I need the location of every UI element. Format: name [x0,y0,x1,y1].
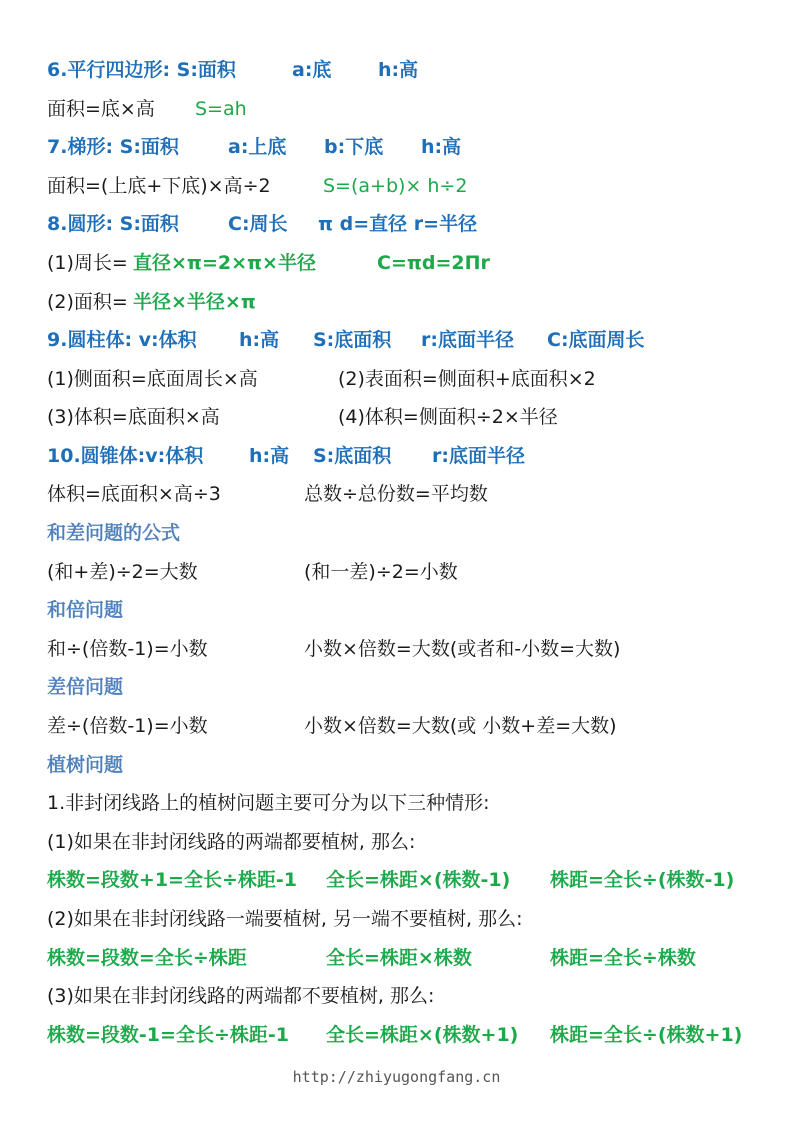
heading-text: 7.梯形: S:面积 [47,136,179,158]
formula-green: 直径×π=2×π×半径 [133,252,316,274]
paragraph-text: (1)如果在非封闭线路的两端都要植树, 那么: [47,831,416,853]
formula-green: S=(a+b)× h÷2 [323,175,468,197]
formula-text: (2)表面积=侧面积+底面积×2 [338,368,596,390]
heading-text: h:高 [421,136,462,158]
formula-text: 总数÷总份数=平均数 [304,483,488,505]
formula-green: 株距=全长÷(株数-1) [550,869,735,891]
heading-text: 8.圆形: S:面积 [47,213,179,235]
formula-text: 小数×倍数=大数(或者和-小数=大数) [304,638,621,660]
formula-text: 小数×倍数=大数(或 小数+差=大数) [304,715,617,737]
section-title: 和倍问题 [47,599,124,621]
formula-green: 株数=段数+1=全长÷株距-1 [47,869,298,891]
formula-text: 和÷(倍数-1)=小数 [47,638,208,660]
formula-green: 半径×半径×π [133,291,256,313]
formula-text: 面积=底×高 [47,98,155,120]
formula-green: 株数=段数-1=全长÷株距-1 [47,1024,289,1046]
heading-text: C:周长 [228,213,288,235]
heading-text: C:底面周长 [547,329,645,351]
paragraph-text: 1.非封闭线路上的植树问题主要可分为以下三种情形: [47,792,490,814]
heading-text: S:底面积 [313,329,392,351]
heading-text: h:高 [249,445,290,467]
formula-text: (1)侧面积=底面周长×高 [47,368,258,390]
formula-green: 全长=株距×(株数+1) [326,1024,519,1046]
heading-text: h:高 [378,59,419,81]
section-title: 和差问题的公式 [47,522,181,544]
heading-text: r:底面半径 [421,329,514,351]
heading-text: a:上底 [228,136,287,158]
heading-text: h:高 [239,329,280,351]
heading-text: b:下底 [324,136,384,158]
paragraph-text: (2)如果在非封闭线路一端要植树, 另一端不要植树, 那么: [47,908,523,930]
formula-green: 株距=全长÷株数 [550,947,696,969]
formula-text: 面积=(上底+下底)×高÷2 [47,175,271,197]
formula-green: 株距=全长÷(株数+1) [550,1024,743,1046]
formula-text: (和一差)÷2=小数 [304,561,458,583]
formula-text: 体积=底面积×高÷3 [47,483,221,505]
heading-text: 9.圆柱体: v:体积 [47,329,197,351]
paragraph-text: (3)如果在非封闭线路的两端都不要植树, 那么: [47,985,435,1007]
heading-text: π d=直径 r=半径 [318,213,478,235]
formula-green: 全长=株距×株数 [326,947,472,969]
section-title: 差倍问题 [47,676,124,698]
formula-green: C=πd=2Πr [377,252,490,274]
formula-text: (4)体积=侧面积÷2×半径 [338,406,558,428]
formula-green: 株数=段数=全长÷株距 [47,947,247,969]
formula-text: (3)体积=底面积×高 [47,406,220,428]
heading-text: 10.圆锥体:v:体积 [47,445,204,467]
footer-url: http://zhiyugongfang.cn [292,1068,501,1086]
heading-text: a:底 [292,59,332,81]
formula-green: 全长=株距×(株数-1) [326,869,511,891]
heading-text: r:底面半径 [432,445,525,467]
formula-text: (和+差)÷2=大数 [47,561,198,583]
formula-text: 差÷(倍数-1)=小数 [47,715,208,737]
formula-text: (1)周长= [47,252,128,274]
section-title: 植树问题 [47,754,124,776]
formula-green: S=ah [195,98,247,120]
formula-text: (2)面积= [47,291,128,313]
heading-text: S:底面积 [313,445,392,467]
heading-text: 6.平行四边形: S:面积 [47,59,236,81]
